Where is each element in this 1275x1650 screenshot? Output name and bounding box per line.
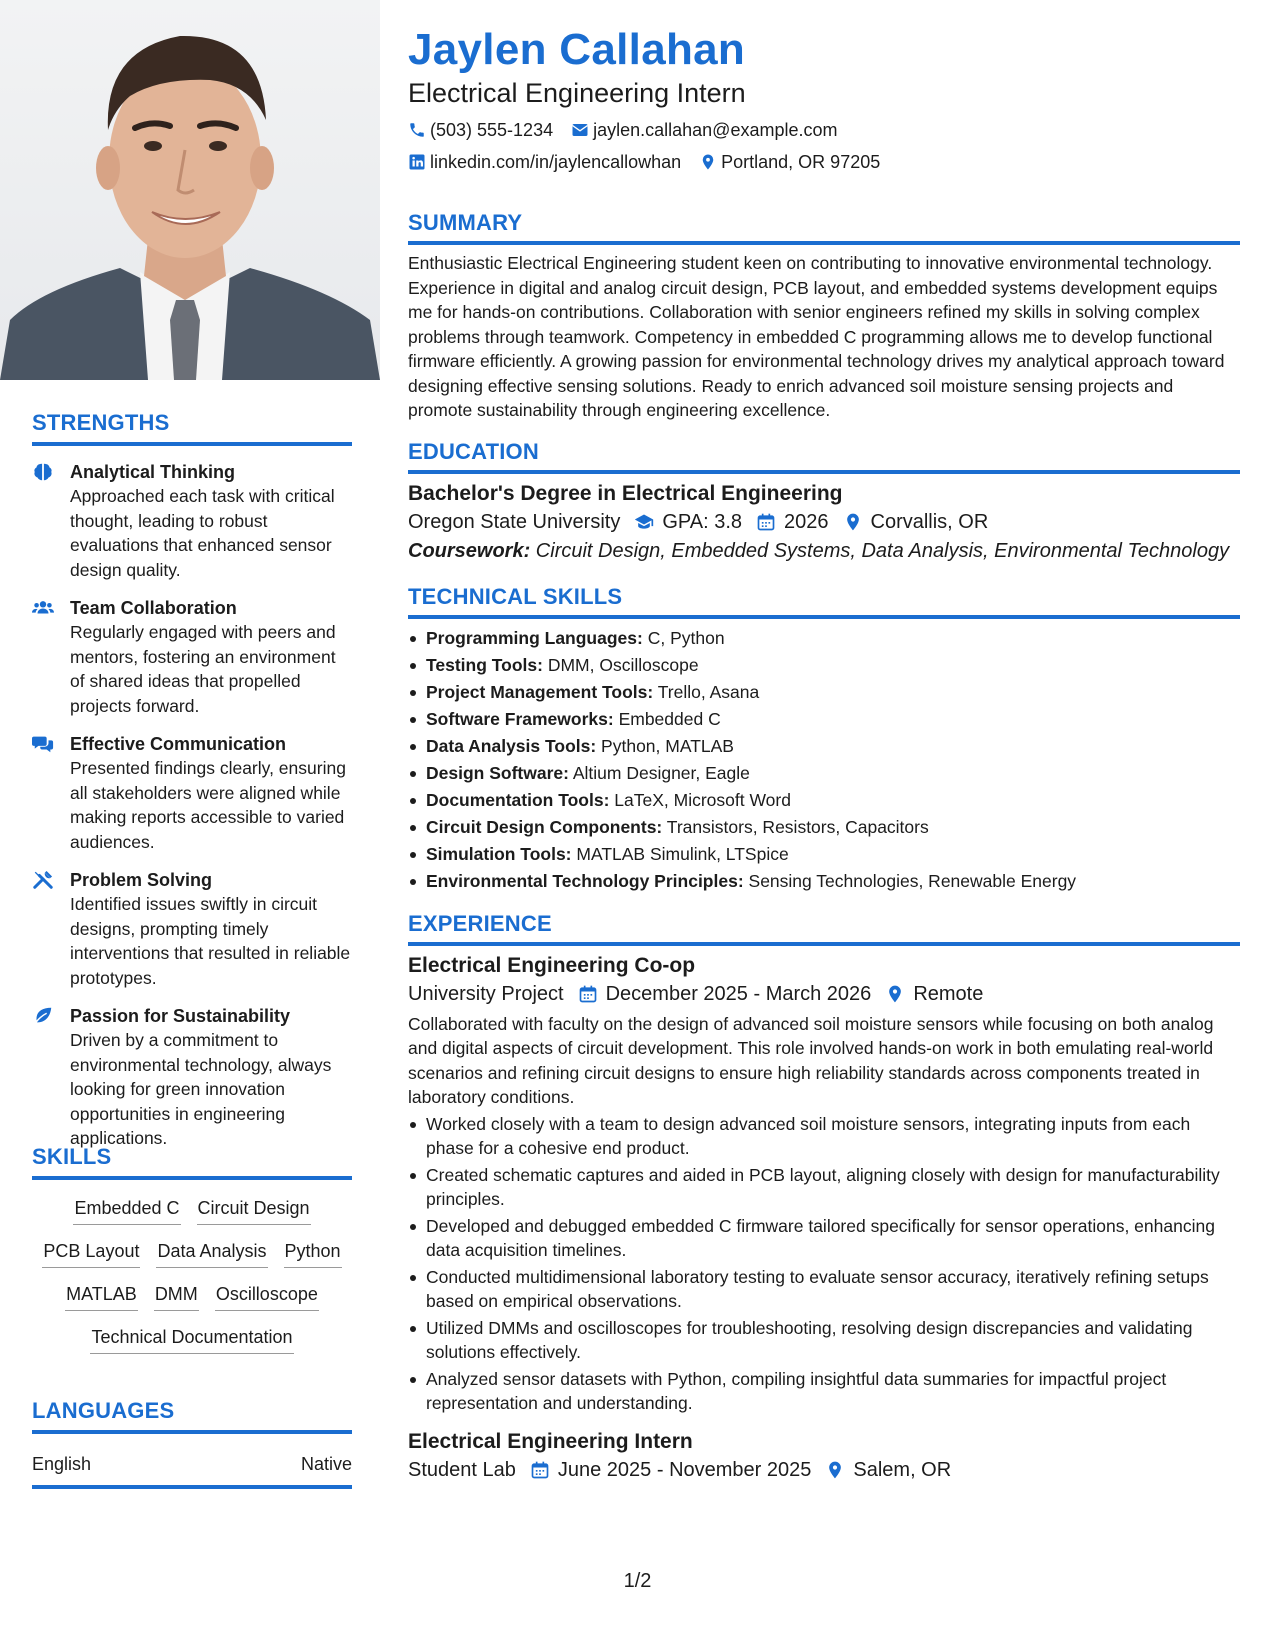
list-item: Worked closely with a team to design advanced soil moisture sensors, integrating inputs from each phase for a cohesive end product. [408, 1112, 1240, 1161]
map-pin-icon [699, 153, 717, 171]
job-title: Electrical Engineering Co-op [408, 953, 696, 977]
envelope-icon [571, 121, 589, 139]
list-item [408, 706, 1240, 733]
school-text: Oregon State University [408, 510, 621, 533]
skill-value: DMM, Oscilloscope [542, 654, 699, 675]
education-meta [408, 508, 1240, 536]
phone-text: (503) 555-1234 [430, 120, 554, 140]
skill-chip: Embedded C [73, 1192, 180, 1225]
strength-item [32, 1004, 352, 1151]
job-dates [578, 980, 872, 1008]
job-description: Collaborated with faculty on the design of advanced soil moisture sensors while focusing on both analog and digital aspects of circuit development. This role involved hands-on work in both emulating real-world scenarios and refining circuit designs to ensure high reliability standards across components treated in laboratory conditions. [408, 1013, 1214, 1107]
contact-row-1 [408, 118, 1240, 142]
skills-section [32, 1144, 352, 1354]
list-item [408, 814, 1240, 841]
experience-heading: EXPERIENCE [408, 911, 1240, 946]
skill-label: Design Software: [426, 762, 569, 783]
job-title: Electrical Engineering Intern [408, 1429, 693, 1453]
strength-item [32, 596, 352, 718]
list-item [408, 787, 1240, 814]
strength-item [32, 460, 352, 582]
strength-item [32, 732, 352, 854]
summary-text: Enthusiastic Electrical Engineering student keen on contributing to innovative environmental technology. Experience in digital and analog circuit design, PCB layout, and embedded systems development equips me for hands-on contributions. Collaboration with senior engineers refined my skills in solving complex problems through teamwork. Competency in embedded C programming allows me to develop functional firmware efficiently. A growing passion for environmental technology drives my analytical approach toward designing effective sensing solutions. Ready to enrich advanced soil moisture sensing projects and promote sustainability through engineering excellence. [408, 253, 1225, 420]
strength-item [32, 868, 352, 990]
strengths-section [32, 410, 352, 1151]
skill-chip: Circuit Design [197, 1192, 311, 1225]
job-org [408, 980, 564, 1008]
page-number: 1/2 [623, 1570, 652, 1592]
summary-heading: SUMMARY [408, 210, 1240, 245]
edu-location-text: Corvallis, OR [870, 510, 989, 533]
skill-label: Environmental Technology Principles: [426, 870, 744, 891]
strength-desc: Presented findings clearly, ensuring all stakeholders were aligned while making reports accessible to varied audiences. [70, 758, 346, 852]
candidate-name: Jaylen Callahan [408, 25, 746, 74]
list-item: Conducted multidimensional laboratory testing to evaluate sensor accuracy, iteratively refining setups based on empirical observations. [408, 1265, 1240, 1314]
list-item: Created schematic captures and aided in PCB layout, aligning closely with design for manufacturability principles. [408, 1163, 1240, 1212]
list-item [408, 841, 1240, 868]
skill-chip: Python [284, 1235, 342, 1268]
strength-title: Team Collaboration [70, 598, 237, 618]
phone-icon [408, 121, 426, 139]
candidate-title: Electrical Engineering Intern [408, 78, 746, 108]
strength-title: Analytical Thinking [70, 462, 236, 482]
strengths-heading: STRENGTHS [32, 410, 352, 446]
gpa-item [634, 508, 742, 536]
calendar-icon [756, 512, 776, 532]
skill-label: Project Management Tools: [426, 681, 654, 702]
list-item [408, 760, 1240, 787]
skills-heading: SKILLS [32, 1144, 352, 1180]
year-text: 2026 [784, 510, 829, 533]
list-item [408, 679, 1240, 706]
skill-label: Programming Languages: [426, 627, 643, 648]
year-item [756, 508, 829, 536]
strength-title: Effective Communication [70, 734, 287, 754]
job-bullets [408, 1112, 1240, 1416]
skill-value: Embedded C [613, 708, 721, 729]
technical-skills-list [408, 625, 1240, 895]
list-item [408, 625, 1240, 652]
brain-icon [32, 460, 70, 582]
job-location-text: Remote [913, 982, 984, 1005]
strength-desc: Driven by a commitment to environmental technology, always looking for green innovation opportunities in engineering applications. [70, 1030, 332, 1148]
list-item: Analyzed sensor datasets with Python, compiling insightful data summaries for impactful project representation and understanding. [408, 1367, 1240, 1416]
linkedin-text: linkedin.com/in/jaylencallowhan [430, 152, 682, 172]
degree-title: Bachelor's Degree in Electrical Engineering [408, 481, 843, 505]
location-contact [699, 150, 880, 174]
summary-section [408, 210, 1240, 423]
language-name: English [32, 1454, 92, 1474]
main-column [408, 22, 1240, 1484]
skill-chip: Technical Documentation [90, 1321, 293, 1354]
email-contact[interactable] [571, 118, 837, 142]
coursework-label: Coursework: [408, 539, 531, 562]
languages-section [32, 1398, 352, 1489]
technical-skills-section [408, 584, 1240, 895]
skills-list [32, 1192, 352, 1354]
job-location-text: Salem, OR [853, 1458, 952, 1481]
skill-chip: MATLAB [65, 1278, 138, 1311]
strength-desc: Regularly engaged with peers and mentors, fostering an environment of shared ideas that propelled projects forward. [70, 622, 336, 716]
skill-label: Documentation Tools: [426, 789, 610, 810]
skill-chip: Data Analysis [156, 1235, 267, 1268]
job-org-text: University Project [408, 982, 564, 1005]
experience-section [408, 911, 1240, 1484]
contact-row-2 [408, 150, 1240, 174]
coursework-text: Circuit Design, Embedded Systems, Data Analysis, Environmental Technology [530, 539, 1230, 562]
calendar-icon [578, 984, 598, 1004]
strength-desc: Approached each task with critical thought, leading to robust evaluations that enhanced sensor design quality. [70, 486, 335, 580]
list-item: Developed and debugged embedded C firmware tailored specifically for sensor operations, enhancing data acquisition timelines. [408, 1214, 1240, 1263]
skill-chip: DMM [154, 1278, 199, 1311]
technical-skills-heading: TECHNICAL SKILLS [408, 584, 1240, 619]
skill-label: Software Frameworks: [426, 708, 614, 729]
coursework [408, 536, 1240, 566]
list-item: Utilized DMMs and oscilloscopes for troubleshooting, resolving design discrepancies and validating solutions effectively. [408, 1316, 1240, 1365]
skill-value: LaTeX, Microsoft Word [609, 789, 791, 810]
skill-label: Testing Tools: [426, 654, 543, 675]
skill-chip: Oscilloscope [215, 1278, 319, 1311]
strength-desc: Identified issues swiftly in circuit designs, prompting timely interventions that resulted in reliable prototypes. [70, 894, 351, 988]
skill-value: Python, MATLAB [596, 735, 734, 756]
skill-label: Circuit Design Components: [426, 816, 663, 837]
job-location [825, 1456, 951, 1484]
comments-icon [32, 732, 70, 854]
languages-heading: LANGUAGES [32, 1398, 352, 1434]
skill-value: Altium Designer, Eagle [568, 762, 750, 783]
list-item [408, 733, 1240, 760]
skill-chip: PCB Layout [42, 1235, 140, 1268]
skill-label: Data Analysis Tools: [426, 735, 597, 756]
skill-value: Trello, Asana [653, 681, 760, 702]
map-pin-icon [885, 984, 905, 1004]
leaf-icon [32, 1004, 70, 1151]
language-row [32, 1454, 352, 1489]
list-item [408, 652, 1240, 679]
phone-contact[interactable] [408, 118, 553, 142]
job-org [408, 1456, 516, 1484]
skill-value: Sensing Technologies, Renewable Energy [743, 870, 1077, 891]
skill-label: Simulation Tools: [426, 843, 572, 864]
job-dates-text: December 2025 - March 2026 [605, 982, 872, 1005]
linkedin-icon [408, 153, 426, 171]
sidebar [0, 0, 380, 1650]
list-item [408, 868, 1240, 895]
edu-location-item [843, 508, 989, 536]
tools-icon [32, 868, 70, 990]
education-heading: EDUCATION [408, 439, 1240, 474]
location-text: Portland, OR 97205 [721, 152, 881, 172]
strength-title: Problem Solving [70, 870, 213, 890]
users-icon [32, 596, 70, 718]
profile-photo [0, 0, 380, 380]
strength-title: Passion for Sustainability [70, 1006, 291, 1026]
skill-value: MATLAB Simulink, LTSpice [571, 843, 789, 864]
job-location [885, 980, 983, 1008]
skill-value: C, Python [642, 627, 725, 648]
email-text: jaylen.callahan@example.com [593, 120, 838, 140]
map-pin-icon [825, 1460, 845, 1480]
gpa-text: GPA: 3.8 [662, 510, 742, 533]
job-meta [408, 980, 1240, 1008]
job-dates-text: June 2025 - November 2025 [557, 1458, 812, 1481]
job-meta [408, 1456, 1240, 1484]
job-org-text: Student Lab [408, 1458, 516, 1481]
language-level: Native [300, 1454, 352, 1474]
job-entry [408, 952, 1240, 1416]
job-dates [530, 1456, 812, 1484]
school-name [408, 508, 620, 536]
skill-value: Transistors, Resistors, Capacitors [662, 816, 929, 837]
graduation-cap-icon [634, 512, 654, 532]
job-entry [408, 1428, 1240, 1484]
calendar-icon [530, 1460, 550, 1480]
map-pin-icon [843, 512, 863, 532]
education-section [408, 439, 1240, 566]
linkedin-contact[interactable] [408, 150, 681, 174]
